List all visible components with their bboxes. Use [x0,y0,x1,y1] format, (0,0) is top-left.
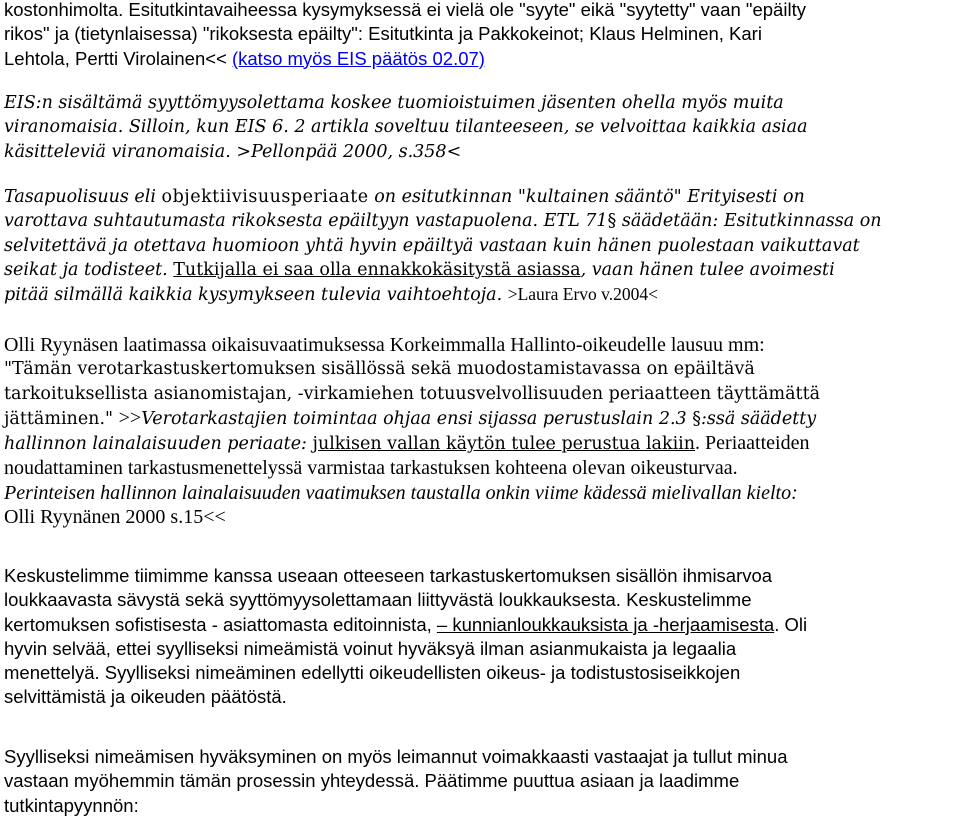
text-line: "Tämän verotarkastuskertomuksen sisällössä sekä muodostamistavassa on epäiltävä [4,359,755,380]
text-line: viranomaisia. Silloin, kun EIS 6. 2 artikla soveltuu tilanteeseen, se velvoittaa kaikkia asiaa [4,117,808,138]
text-line: Olli Ryynänen 2000 s.15<< [4,506,226,529]
text-line: hyvin selvää, ettei syylliseksi nimeämistä voinut hyväksyä ilman asianmukaista ja legaalia [4,637,737,659]
text-segment: Verotarkastajien toimintaa ohjaa ensi sijassa perustuslain 2.3 [141,408,693,429]
text-segment: . Oli [774,613,808,635]
text-line: Olli Ryynäsen laatimassa oikaisuvaatimuksessa Korkeimmalla Hallinto-oikeudelle lausuu mm: [4,334,765,356]
text-line [4,209,882,233]
text-line [4,185,882,209]
text-line [4,258,882,282]
text-segment: varottava suhtautumasta rikoksesta epäiltyyn vastapuolena. ETL 71 [4,211,608,232]
paragraph-esitutkinta [4,0,806,71]
text-line: Keskustelimme tiimimme kanssa useaan otteeseen tarkastuskertomuksen sisällön ihmisarvoa [4,565,773,586]
text-segment: jättäminen." [4,408,119,429]
text-line: noudattaminen tarkastusmenettelyssä varmistaa tarkastuksen kohteena olevan oikeusturvaa. [4,457,738,480]
text-line [4,431,820,456]
text-line: selvitettävä ja otettava huomioon yhtä hyvin epäiltyä vastaan kuin hänen puolestaan vaikuttavat [4,235,860,256]
text-segment: seikat ja todisteet. [4,259,174,280]
text-line: tarkoituksellista asianomistajan, -virkamiehen totuusvelvollisuuden periaatteen täyttämättä [4,383,821,404]
text-line: menettelyä. Syylliseksi nimeäminen edellytti oikeudellisten oikeus- ja todistustosiseikkojen [4,662,741,684]
paragraph-syylliseksi [4,745,788,818]
text-segment: . Periaatteiden [695,432,810,455]
text-segment: objektiivisuusperiaate [161,187,369,207]
text-segment: on esitutkinnan "kultainen sääntö" Erityisesti on [368,187,805,207]
text-segment: >> [118,406,142,429]
text-segment: säädetään: Esitutkinnassa on [616,211,882,232]
paragraph-eis-presumption [4,91,808,164]
paragraph-keskustelimme [4,564,807,710]
text-line: käsitteleviä viranomaisia. >Pellonpää 2000, s.358< [4,141,462,162]
text-segment: :ssä säädetty [700,408,817,429]
paragraph-oikaisuvaatimus [4,333,820,529]
section-sign-icon: § [692,408,701,429]
text-line: rikos" ja (tietynlaisessa) "rikoksesta epäilty": Esitutkinta ja Pakkokeinot; Klaus Helminen, Kari [4,23,762,45]
text-line: tutkintapyynnön: [4,794,139,816]
text-segment: hallinnon lainalaisuuden periaate: [4,434,313,455]
text-line: selvittämistä ja oikeuden päätöstä. [4,686,287,708]
text-segment: , vaan hänen tulee avoimesti [580,259,835,280]
text-line: EIS:n sisältämä syyttömyysolettama koskee tuomioistuimen jäsenten ohella myös muita [4,93,784,113]
section-sign-icon: § [607,211,617,232]
text-segment: pitää silmällä kaikkia kysymykseen tulevia vaihtoehtoja. [4,285,508,306]
text-line: loukkaavasta sävystä sekä syyttömyysolettamaan liittyvästä loukkauksesta. Keskustelimme [4,589,752,611]
text-line: Perinteisen hallinnon lainalaisuuden vaatimuksen taustalla onkin viime kädessä mielivallan kielto: [4,481,798,504]
citation: >Laura Ervo v.2004< [507,284,659,305]
text-line: vastaan myöhemmin tämän prosessin yhteydessä. Päätimme puuttua asiaan ja laadimme [4,770,740,792]
text-line [4,47,806,71]
eis-decision-link[interactable]: (katso myös EIS päätös 02.07) [231,47,485,69]
text-segment: kertomuksen sofistisesta - asiattomasta editoinnista, [4,613,437,635]
underlined-phrase: Tutkijalla ei saa olla ennakkokäsitystä asiassa [173,259,581,280]
text-line [4,406,820,431]
text-line [4,282,882,307]
text-line: Syylliseksi nimeämisen hyväksyminen on myös leimannut voimakkaasti vastaajat ja tullut minua [4,746,788,767]
paragraph-objectivity [4,185,882,307]
underlined-phrase: – kunnianloukkauksista ja -herjaamisesta [436,613,775,635]
text-line: kostonhimolta. Esitutkintavaiheessa kysymyksessä ei vielä ole "syyte" eikä "syytetty" vaan "epäilty [4,0,806,20]
text-segment: Tasapuolisuus eli [4,187,162,207]
underlined-phrase: julkisen vallan käytön tulee perustua lakiin [312,434,696,455]
text-line [4,613,807,637]
text-segment: Lehtola, Pertti Virolainen<< [4,47,232,69]
